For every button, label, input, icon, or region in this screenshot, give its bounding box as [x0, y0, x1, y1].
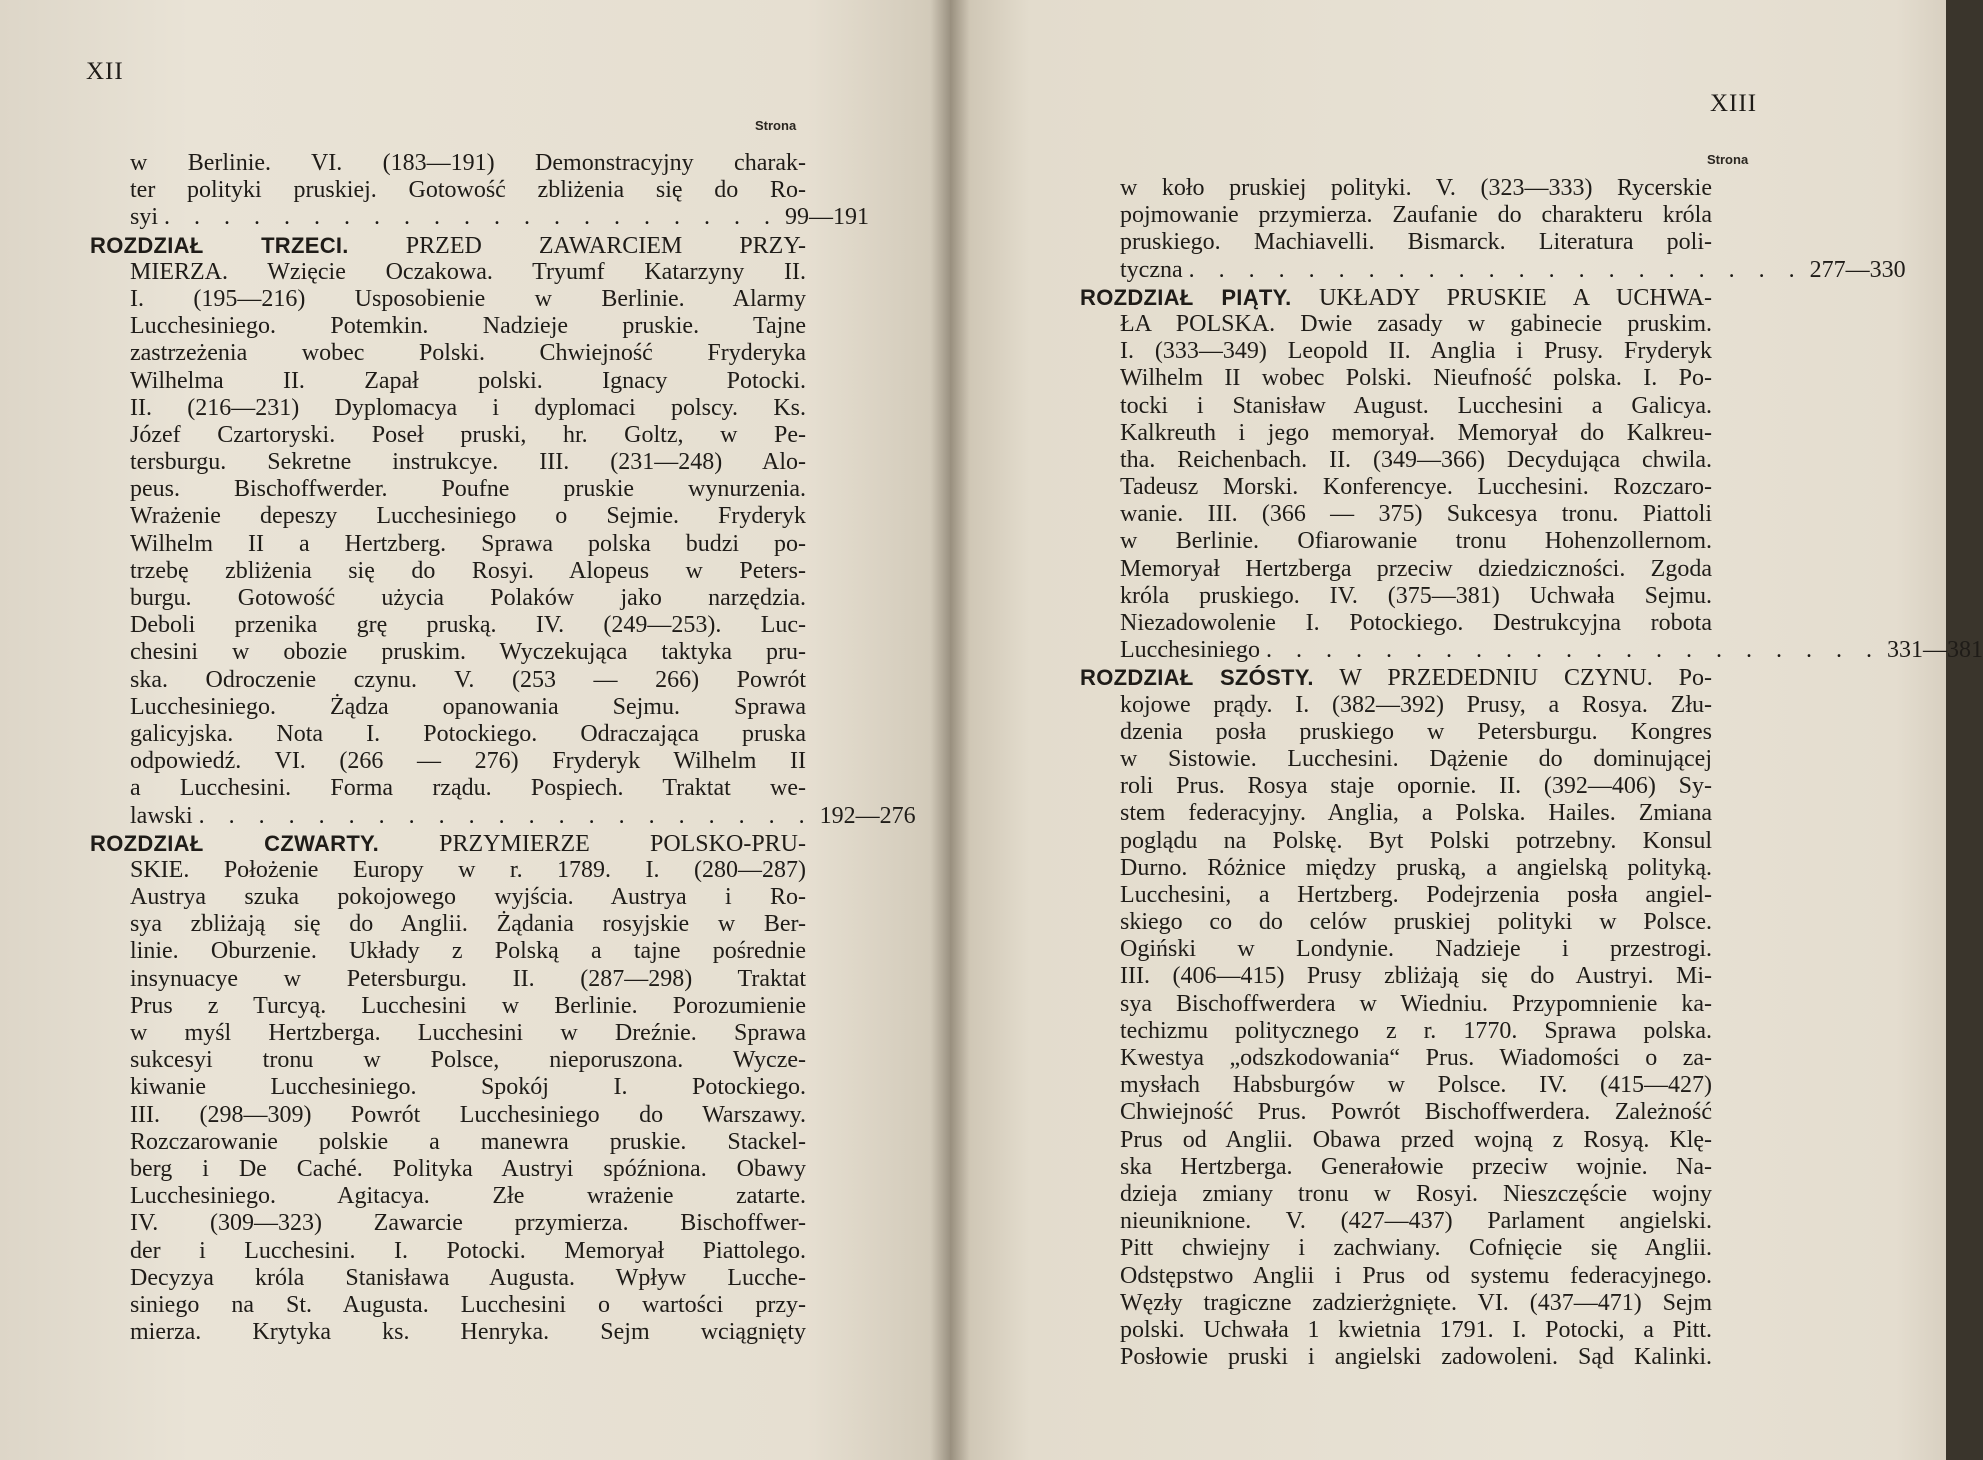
toc-line: ŁA POLSKA. Dwie zasady w gabinecie pruskim.	[1120, 310, 1712, 337]
toc-line: odpowiedź. VI. (266 — 276) Fryderyk Wilhelm II	[130, 748, 806, 775]
toc-line: króla pruskiego. IV. (375—381) Uchwała Sejmu.	[1120, 582, 1712, 609]
toc-line: peus. Bischoffwerder. Poufne pruskie wynurzenia.	[130, 476, 806, 503]
chapter-heading: ROZDZIAŁ TRZECI.	[90, 232, 349, 258]
toc-line: Wilhelm II a Hertzberg. Sprawa polska budzi po-	[130, 530, 806, 557]
toc-line: Józef Czartoryski. Poseł pruski, hr. Goltz, w Pe-	[130, 421, 806, 448]
toc-line: tha. Reichenbach. II. (349—366) Decydująca chwila.	[1120, 446, 1712, 473]
chapter-heading-line	[90, 232, 806, 259]
toc-line: Wilhelma II. Zapał polski. Ignacy Potocki.	[130, 367, 806, 394]
toc-line: ska Hertzberga. Generałowie przeciw wojnie. Na-	[1120, 1153, 1712, 1180]
chapter-heading: ROZDZIAŁ SZÓSTY.	[1080, 665, 1314, 691]
toc-line: dzenia posła pruskiego w Petersburgu. Kongres	[1120, 718, 1712, 745]
toc-line: tersburgu. Sekretne instrukcye. III. (231—248) Alo-	[130, 449, 806, 476]
book-gutter	[930, 0, 970, 1460]
toc-line: kiwanie Lucchesiniego. Spokój I. Potockiego.	[130, 1074, 806, 1101]
toc-line: Ogiński w Londynie. Nadzieje i przestrogi.	[1120, 936, 1712, 963]
toc-line: trzebę zbliżenia się do Rosyi. Alopeus w Peters-	[130, 557, 806, 584]
toc-line: III. (406—415) Prusy zbliżają się do Austryi. Mi-	[1120, 963, 1712, 990]
toc-line-with-pages	[90, 802, 916, 830]
toc-line: w Sistowie. Lucchesini. Dążenie do dominującej	[1120, 745, 1712, 772]
toc-line-with-pages	[1080, 256, 1906, 284]
toc-line: poglądu na Polskę. Byt Polski potrzebny. Konsul	[1120, 827, 1712, 854]
toc-line: mysłach Habsburgów w Polsce. IV. (415—427)	[1120, 1072, 1712, 1099]
toc-line: Pitt chwiejny i zachwiany. Cofnięcie się Anglii.	[1120, 1235, 1712, 1262]
dot-leader: . . . . . . . . . . . . . . . . . . . . .	[1265, 637, 1881, 664]
toc-line: der i Lucchesini. I. Potocki. Memoryał Piattolego.	[130, 1237, 806, 1264]
toc-line: mierza. Krytyka ks. Henryka. Sejm wciągnięty	[130, 1319, 806, 1346]
chapter-heading-line	[90, 830, 806, 857]
chapter-title: PRZED ZAWARCIEM PRZY-	[405, 232, 807, 259]
toc-line: Decyzya króla Stanisława Augusta. Wpływ Lucche-	[130, 1264, 806, 1291]
toc-line: burgu. Gotowość użycia Polaków jako narzędzia.	[130, 585, 806, 611]
page-range: 192—276	[819, 802, 916, 829]
chapter-heading: ROZDZIAŁ PIĄTY.	[1080, 284, 1292, 310]
toc-line: pruskiego. Machiavelli. Bismarck. Literatura poli-	[1120, 229, 1712, 256]
toc-line: siniego na St. Augusta. Lucchesini o wartości przy-	[130, 1291, 806, 1318]
dot-leader: . . . . . . . . . . . . . . . . . . . . .	[198, 802, 814, 829]
toc-line: Posłowie pruski i angielski zadowoleni. Sąd Kalinki.	[1120, 1344, 1712, 1371]
page-number: XIII	[1710, 90, 1758, 117]
toc-line-with-pages	[1080, 637, 1983, 664]
toc-line: ter polityki pruskiej. Gotowość zbliżenia się do Ro-	[130, 177, 806, 204]
page-range: 277—330	[1809, 256, 1906, 283]
right-page	[950, 0, 1983, 1460]
toc-line: Memoryał Hertzberga przeciw dziedziczności. Zgoda	[1120, 555, 1712, 582]
toc-line: sya zbliżają się do Anglii. Żądania rosyjskie w Ber-	[130, 911, 806, 938]
toc-line: skiego co do celów pruskiej polityki w Polsce.	[1120, 909, 1712, 936]
toc-line: Niezadowolenie I. Potockiego. Destrukcyjna robota	[1120, 610, 1712, 636]
toc-line: pojmowanie przymierza. Zaufanie do charakteru króla	[1120, 202, 1712, 229]
toc-line: Deboli przenika grę pruską. IV. (249—253). Luc-	[130, 612, 806, 639]
chapter-heading-line	[1080, 284, 1712, 311]
toc-line: w myśl Hertzberga. Lucchesini w Dreźnie. Sprawa	[130, 1020, 806, 1046]
toc-line: Chwiejność Prus. Powrót Bischoffwerdera. Zależność	[1120, 1099, 1712, 1126]
toc-line: Durno. Różnice między pruską, a angielską polityką.	[1120, 854, 1712, 881]
toc-line: polski. Uchwała 1 kwietnia 1791. I. Potocki, a Pitt.	[1120, 1316, 1712, 1343]
toc-line: kojowe prądy. I. (382—392) Prusy, a Rosya. Złu-	[1120, 691, 1712, 718]
toc-line: Tadeusz Morski. Konferencye. Lucchesini. Rozczaro-	[1120, 474, 1712, 501]
toc-line: ska. Odroczenie czynu. V. (253 — 266) Powrót	[130, 666, 806, 693]
toc-line: IV. (309—323) Zawarcie przymierza. Bischoffwer-	[130, 1210, 806, 1237]
chapter-title: W PRZEDEDNIU CZYNU. Po-	[1339, 665, 1712, 692]
toc-line: Prus z Turcyą. Lucchesini w Berlinie. Porozumienie	[130, 992, 806, 1019]
toc-line: Rozczarowanie polskie a manewra pruskie. Stackel-	[130, 1128, 806, 1155]
toc-line: insynuacye w Petersburgu. II. (287—298) Traktat	[130, 965, 806, 992]
toc-line: w Berlinie. VI. (183—191) Demonstracyjny charak-	[130, 150, 806, 176]
toc-line: Lucchesini, a Hertzberg. Podejrzenia posła angiel-	[1120, 881, 1712, 908]
toc-line: stem federacyjny. Anglia, a Polska. Hailes. Zmiana	[1120, 800, 1712, 827]
toc-line-with-pages	[90, 204, 870, 231]
toc-line: Kalkreuth i jego memoryał. Memoryał do Kalkreu-	[1120, 419, 1712, 446]
toc-line: Węzły tragiczne zadzierżgnięte. VI. (437—471) Sejm	[1120, 1289, 1712, 1316]
toc-line: wanie. III. (366 — 375) Sukcesya tronu. Piattoli	[1120, 501, 1712, 528]
toc-line: chesini w obozie pruskim. Wyczekująca taktyka pru-	[130, 639, 806, 666]
toc-line: Kwestya „odszkodowania“ Prus. Wiadomości o za-	[1120, 1045, 1712, 1071]
toc-line: sukcesyi tronu w Polsce, nieporuszona. Wycze-	[130, 1047, 806, 1074]
toc-line: SKIE. Położenie Europy w r. 1789. I. (280—287)	[130, 856, 806, 883]
toc-line: w koło pruskiej polityki. V. (323—333) Rycerskie	[1120, 175, 1712, 201]
toc-line: roli Prus. Rosya staje opornie. II. (392—406) Sy-	[1120, 773, 1712, 800]
toc-line: MIERZA. Wzięcie Oczakowa. Tryumf Katarzyny II.	[130, 258, 806, 285]
table-of-contents	[90, 150, 916, 1346]
toc-line: galicyjska. Nota I. Potockiego. Odraczająca pruska	[130, 720, 806, 747]
chapter-heading-line	[1080, 664, 1712, 691]
toc-line: zastrzeżenia wobec Polski. Chwiejność Fryderyka	[130, 340, 806, 367]
toc-text: Lucchesiniego	[1120, 637, 1260, 664]
toc-line: I. (195—216) Usposobienie w Berlinie. Alarmy	[130, 285, 806, 312]
toc-text: lawski	[130, 802, 193, 829]
toc-line: nieuniknione. V. (427—437) Parlament angielski.	[1120, 1208, 1712, 1235]
toc-line: linie. Oburzenie. Układy z Polską a tajne pośrednie	[130, 938, 806, 965]
page-range: 99—191	[785, 204, 870, 231]
toc-line: Lucchesiniego. Agitacya. Złe wrażenie zatarte.	[130, 1183, 806, 1210]
toc-text: syi	[130, 204, 159, 231]
toc-line: a Lucchesini. Forma rządu. Pospiech. Traktat we-	[130, 775, 806, 802]
left-page	[0, 0, 950, 1460]
strona-label: Strona	[1707, 152, 1749, 167]
toc-line: III. (298—309) Powrót Lucchesiniego do Warszawy.	[130, 1101, 806, 1128]
toc-line: Wilhelm II wobec Polski. Nieufność polska. I. Po-	[1120, 365, 1712, 392]
toc-text: tyczna	[1120, 256, 1183, 283]
chapter-heading: ROZDZIAŁ CZWARTY.	[90, 830, 379, 856]
toc-line: Austrya szuka pokojowego wyjścia. Austrya i Ro-	[130, 884, 806, 911]
strona-label: Strona	[755, 118, 797, 133]
toc-line: sya Bischoffwerdera w Wiedniu. Przypomnienie ka-	[1120, 990, 1712, 1017]
dot-leader: . . . . . . . . . . . . . . . . . . . . .	[164, 204, 780, 231]
chapter-title: UKŁADY PRUSKIE A UCHWA-	[1318, 284, 1713, 311]
toc-line: berg i De Caché. Polityka Austryi spóźniona. Obawy	[130, 1155, 806, 1182]
toc-line: Wrażenie depeszy Lucchesiniego o Sejmie. Fryderyk	[130, 503, 806, 530]
page-number: XII	[86, 58, 124, 85]
table-of-contents	[1080, 175, 1983, 1371]
chapter-title: PRZYMIERZE POLSKO-PRU-	[439, 830, 806, 857]
dot-leader: . . . . . . . . . . . . . . . . . . . . .	[1188, 256, 1804, 283]
toc-line: Lucchesiniego. Żądza opanowania Sejmu. Sprawa	[130, 693, 806, 720]
toc-line: dzieja zmiany tronu w Rosyi. Nieszczęście wojny	[1120, 1180, 1712, 1207]
toc-line: Lucchesiniego. Potemkin. Nadzieje pruskie. Tajne	[130, 313, 806, 340]
toc-line: tocki i Stanisław August. Lucchesini a Galicya.	[1120, 392, 1712, 419]
page-range: 331—381	[1886, 637, 1983, 664]
toc-line: techizmu politycznego z r. 1770. Sprawa polska.	[1120, 1017, 1712, 1044]
toc-line: I. (333—349) Leopold II. Anglia i Prusy. Fryderyk	[1120, 338, 1712, 365]
toc-line: Prus od Anglii. Obawa przed wojną z Rosyą. Klę-	[1120, 1126, 1712, 1153]
toc-line: Odstępstwo Anglii i Prus od systemu federacyjnego.	[1120, 1262, 1712, 1289]
toc-line: II. (216—231) Dyplomacya i dyplomaci polscy. Ks.	[130, 394, 806, 421]
toc-line: w Berlinie. Ofiarowanie tronu Hohenzollernom.	[1120, 528, 1712, 555]
